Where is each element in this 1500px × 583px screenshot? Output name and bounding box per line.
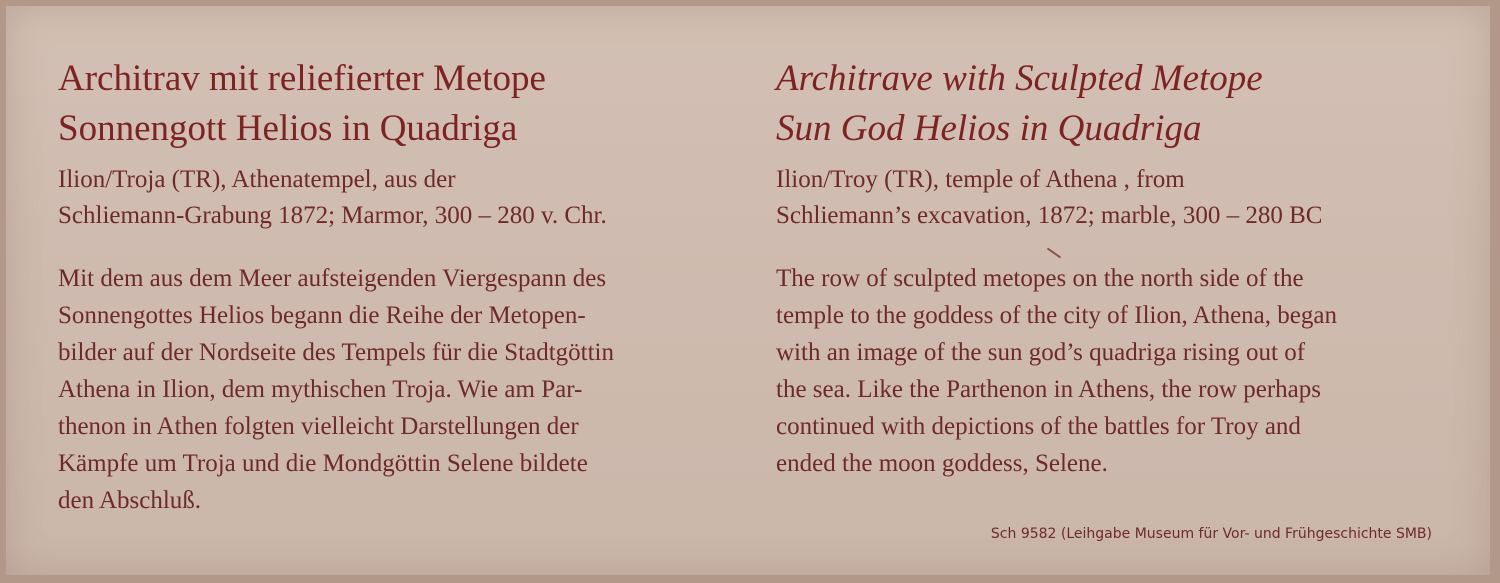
- german-description-line: Sonnengottes Helios begann die Reihe der Metopen-: [58, 302, 586, 329]
- english-title: [776, 54, 1466, 154]
- german-title: [58, 54, 748, 154]
- english-provenance-line: Schliemann’s excavation, 1872; marble, 300 – 280 BC: [776, 202, 1323, 229]
- german-provenance-line: Schliemann-Grabung 1872; Marmor, 300 – 280 v. Chr.: [58, 202, 607, 229]
- german-description-line: bilder auf der Nordseite des Tempels für die Stadtgöttin: [58, 339, 614, 366]
- english-description-line: continued with depictions of the battles for Troy and: [776, 413, 1301, 440]
- inventory-note: Sch 9582 (Leihgabe Museum für Vor- und Frühgeschichte SMB): [990, 526, 1432, 542]
- german-description-line: Athena in Ilion, dem mythischen Troja. Wie am Par-: [58, 376, 583, 403]
- english-provenance: [776, 162, 1466, 234]
- english-description: [776, 260, 1466, 482]
- english-description-line: temple to the goddess of the city of Ilion, Athena, began: [776, 302, 1337, 329]
- german-description-line: Kämpfe um Troja und die Mondgöttin Selene bildete: [58, 450, 588, 477]
- english-description-line: ended the moon goddess, Selene.: [776, 450, 1108, 477]
- german-provenance-line: Ilion/Troja (TR), Athenatempel, aus der: [58, 166, 456, 193]
- english-provenance-line: Ilion/Troy (TR), temple of Athena , from: [776, 166, 1185, 193]
- german-title-line: Sonnengott Helios in Quadriga: [58, 108, 518, 149]
- english-column: [776, 54, 1466, 482]
- german-description-line: thenon in Athen folgten vielleicht Darstellungen der: [58, 413, 579, 440]
- german-description-line: Mit dem aus dem Meer aufsteigenden Viergespann des: [58, 265, 607, 292]
- german-title-line: Architrav mit reliefierter Metope: [58, 58, 546, 99]
- english-description-line: The row of sculpted metopes on the north side of the: [776, 265, 1304, 292]
- english-description-line: with an image of the sun god’s quadriga rising out of: [776, 339, 1306, 366]
- german-provenance: [58, 162, 748, 234]
- german-description: [58, 260, 748, 519]
- english-description-line: the sea. Like the Parthenon in Athens, the row perhaps: [776, 376, 1321, 403]
- english-title-line: Architrave with Sculpted Metope: [776, 58, 1263, 99]
- english-title-line: Sun God Helios in Quadriga: [776, 108, 1202, 149]
- german-column: [58, 54, 748, 519]
- german-description-line: den Abschluß.: [58, 487, 202, 514]
